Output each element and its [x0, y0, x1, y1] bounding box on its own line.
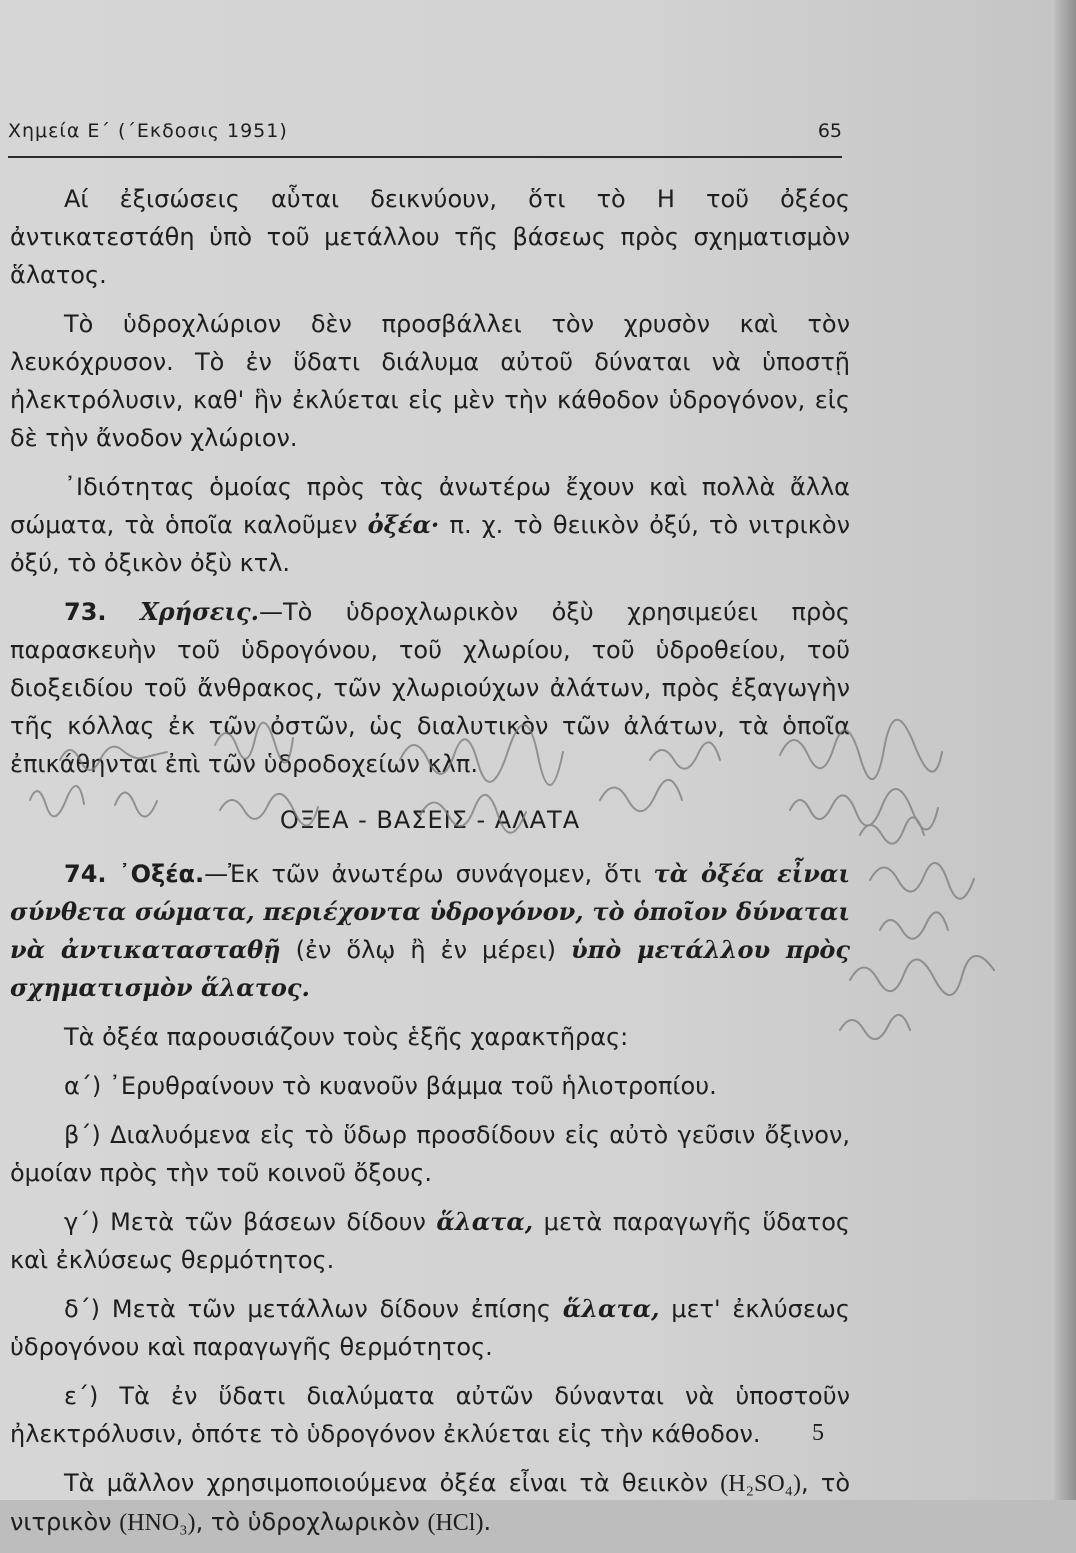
- term-oxea: ὀξέα·: [367, 510, 440, 539]
- paragraph-common-acids: Τὰ μᾶλλον χρησιμοποιούμενα ὀξέα εἶναι τὰ θειικὸν (H₂SO₄), τὸ νιτρικὸν (HNO₃), τὸ ὑδροχλωρικὸν (HCl).: [10, 1469, 851, 1536]
- handwriting-stroke: [850, 956, 994, 995]
- handwriting-stroke: [880, 912, 948, 938]
- handwriting-stroke: [870, 863, 974, 899]
- section-number-74: 74.: [64, 860, 107, 888]
- formula-h2so4: (H₂SO₄): [720, 1471, 802, 1497]
- list-item-e: ε΄) Τὰ ἐν ὕδατι διαλύματα αὐτῶν δύνανται νὰ ὑποστοῦν ἠλεκτρόλυσιν, ὁπότε τὸ ὑδρογόνον ἐκλύεται εἰς τὴν κάθοδον.: [10, 1382, 850, 1448]
- header-page-number: 65: [817, 120, 842, 142]
- definition-part-1: τὰ ὀξέα εἶναι σύνθετα σώματα, περιέχοντα ὑδρογόνον, τὸ ὁποῖον δύναται νὰ ἀντικατασταθῇ: [10, 859, 850, 964]
- list-item-c: γ΄) Μετὰ τῶν βάσεων δίδουν ἅλατα, μετὰ παραγωγῆς ὕδατος καὶ ἐκλύσεως θερμότητος.: [10, 1207, 850, 1274]
- section-heading-uses: Χρήσεις.: [140, 597, 259, 626]
- header-title: Χημεία Ε΄ (΄Εκδοσις 1951): [8, 120, 288, 142]
- paragraph-equations: Αί ἐξισώσεις αὗται δεικνύουν, ὅτι τὸ Η τοῦ ὀξέος ἀντικατεστάθη ὑπὸ τοῦ μετάλλου τῆς βάσεως πρὸς σχηματισμὸν ἅλατος.: [10, 185, 850, 289]
- paragraph-hydrochloride: Τὸ ὑδροχλώριον δὲν προσβάλλει τὸν χρυσὸν καὶ τὸν λευκόχρυσον. Τὸ ἐν ὕδατι διάλυμα αὐτοῦ δύναται νὰ ὑποστῇ ἠλεκτρόλυσιν, καθ' ἣν ἐκλύεται εἰς μὲν τὴν κάθοδον ὑδρογόνον, εἰς δὲ τὴν ἄνοδον χλώριον.: [10, 310, 850, 452]
- paragraph-acids-definition: 74. ᾿Οξέα.—Ἐκ τῶν ἀνωτέρω συνάγομεν, ὅτι τὰ ὀξέα εἶναι σύνθετα σώματα, περιέχοντα ὑδρογόνον, τὸ ὁποῖον δύναται νὰ ἀντικατασταθῇ (ἐν ὅλῳ ἢ ἐν μέρει) ὑπὸ μετάλλου πρὸς σχηματισμὸν ἅλατος.: [10, 859, 851, 1002]
- section-heading-acids: ᾿Οξέα.: [118, 860, 205, 888]
- list-item-b: β΄) Διαλυόμενα εἰς τὸ ὕδωρ προσδίδουν εἰς αὐτὸ γεῦσιν ὄξινον, ὁμοίαν πρὸς τὴν τοῦ κοινοῦ ὄξους.: [10, 1121, 850, 1187]
- page-binding-edge: [1054, 0, 1076, 1500]
- handwriting-stroke: [860, 817, 924, 843]
- signature-number: 5: [812, 1420, 824, 1446]
- running-header: [8, 116, 842, 158]
- paragraph-uses: 73. Χρήσεις.—Τὸ ὑδροχλωρικὸν ὀξὺ χρησιμεύει πρὸς παρασκευὴν τοῦ ὑδρογόνου, τοῦ χλωρίου, τοῦ ὑδροθείου, τοῦ διοξειδίου τοῦ ἄνθρακος, τῶν χλωριούχων ἀλάτων, πρὸς ἐξαγωγὴν τῆς κόλλας ἐκ τῶν ὀστῶν, ὡς διαλυτικὸν τῶν ἀλάτων, τὰ ὁποῖα ἐπικάθηνται ἐπὶ τῶν ὑδροδοχείων κλπ.: [10, 597, 850, 778]
- paragraph-characteristics-intro: Τὰ ὀξέα παρουσιάζουν τοὺς ἑξῆς χαρακτῆρας:: [64, 1023, 629, 1051]
- page-body: [10, 180, 850, 1553]
- paragraph-properties: ᾿Ιδιότητας ὁμοίας πρὸς τὰς ἀνωτέρω ἔχουν καὶ πολλὰ ἄλλα σώματα, τὰ ὁποῖα καλοῦμεν ὀξέα· π. χ. τὸ θειικὸν ὀξύ, τὸ νιτρικὸν ὀξύ, τὸ ὀξικὸν ὀξὺ κτλ.: [10, 473, 850, 577]
- formula-hcl: (HCl): [427, 1510, 484, 1536]
- list-item-d: δ΄) Μετὰ τῶν μετάλλων δίδουν ἐπίσης ἅλατα, μετ' ἐκλύσεως ὑδρογόνου καὶ παραγωγῆς θερμότητος.: [10, 1294, 850, 1361]
- definition-part-2: ὑπὸ μετάλλου πρὸς σχηματισμὸν ἅλατος.: [10, 935, 851, 1002]
- handwriting-stroke: [840, 1015, 910, 1039]
- list-item-a: α΄) ᾿Ερυθραίνουν τὸ κυανοῦν βάμμα τοῦ ἡλιοτροπίου.: [64, 1072, 717, 1100]
- section-number-73: 73.: [64, 598, 107, 626]
- section-title: ΟΞΕΑ - ΒΑΣΕΙΣ - ΑΛΑΤΑ: [279, 806, 581, 834]
- formula-hno3: (HNO₃): [119, 1510, 196, 1536]
